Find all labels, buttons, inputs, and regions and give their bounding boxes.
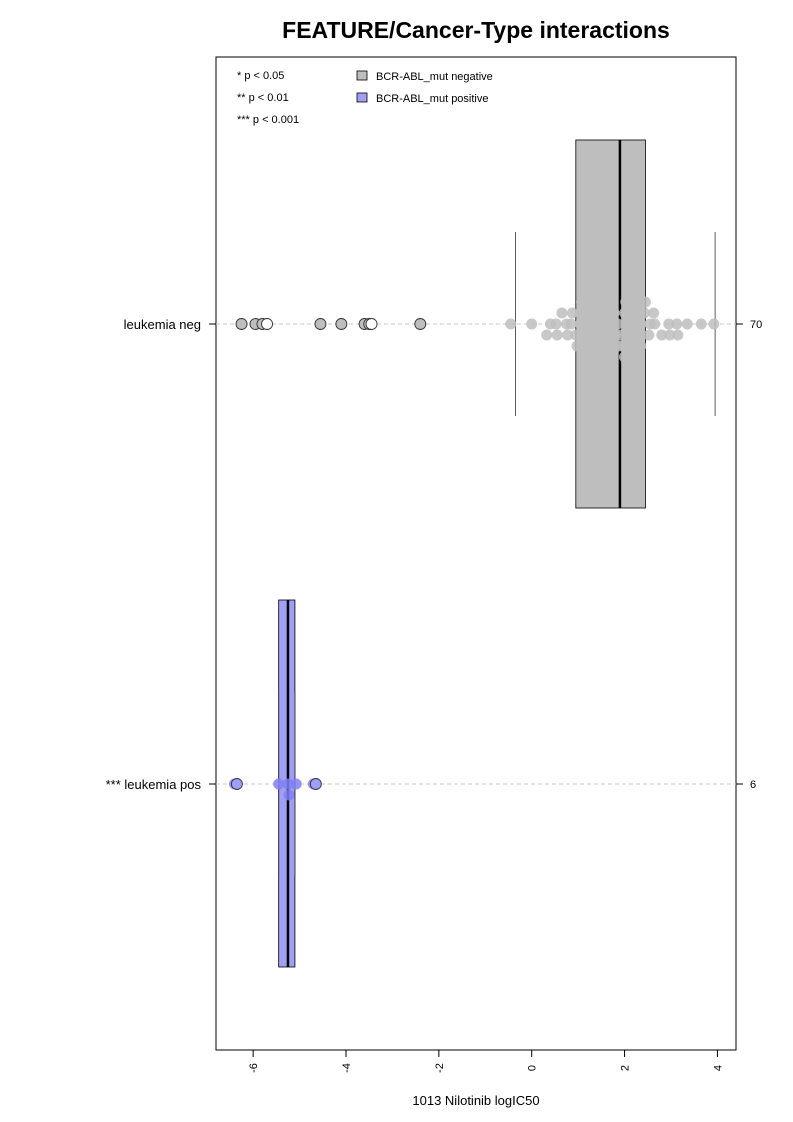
outlier-point — [415, 319, 426, 330]
data-point — [526, 319, 537, 330]
data-point — [551, 319, 562, 330]
data-point — [628, 297, 639, 308]
outlier-point — [262, 319, 273, 330]
x-tick-label: -4 — [341, 1063, 353, 1073]
data-point — [614, 330, 625, 341]
data-point — [571, 341, 582, 352]
data-point — [291, 779, 302, 790]
x-tick-label: -2 — [433, 1063, 446, 1073]
group-n-label: 6 — [750, 779, 757, 791]
data-point — [648, 308, 659, 319]
data-point — [589, 308, 600, 319]
legend-swatch-negative — [357, 71, 367, 80]
data-point — [609, 308, 620, 319]
data-point — [575, 319, 586, 330]
data-point — [635, 341, 646, 352]
data-point — [672, 330, 683, 341]
chart-title: FEATURE/Cancer-Type interactions — [282, 17, 670, 43]
data-point — [597, 330, 608, 341]
data-point — [273, 779, 284, 790]
legend-label-negative: BCR-ABL_mut negative — [376, 71, 493, 83]
data-point — [625, 308, 636, 319]
data-point — [556, 308, 567, 319]
data-point — [612, 319, 623, 330]
legend-label-positive: BCR-ABL_mut positive — [376, 93, 489, 105]
legend-swatch-positive — [357, 93, 367, 102]
x-tick-label: -6 — [248, 1063, 261, 1073]
data-point — [671, 319, 682, 330]
data-point — [624, 319, 635, 330]
data-point — [708, 319, 719, 330]
data-point — [600, 341, 611, 352]
data-point — [643, 330, 654, 341]
data-point — [541, 330, 552, 341]
sig-legend-item: *** p < 0.001 — [237, 114, 300, 126]
data-point — [682, 319, 693, 330]
color-legend — [357, 71, 493, 105]
outlier-point — [315, 319, 326, 330]
group-label: *** leukemia pos — [105, 777, 201, 792]
x-tick-label: 2 — [619, 1064, 632, 1072]
group-n-label: 70 — [750, 319, 763, 331]
data-point — [585, 319, 596, 330]
x-tick-label: 0 — [526, 1064, 539, 1072]
sig-legend-item: ** p < 0.01 — [237, 92, 289, 104]
data-point — [649, 319, 660, 330]
data-point — [576, 297, 587, 308]
data-point — [631, 352, 642, 363]
outlier-point — [236, 319, 247, 330]
data-point — [619, 352, 630, 363]
outlier-point — [366, 319, 377, 330]
group-label: leukemia neg — [123, 317, 201, 332]
data-point — [696, 319, 707, 330]
x-axis-label: 1013 Nilotinib logIC50 — [412, 1093, 540, 1108]
data-point — [284, 790, 295, 801]
significance-legend — [237, 70, 299, 126]
chart-marks — [106, 140, 763, 1073]
data-point — [580, 330, 591, 341]
data-point — [640, 297, 651, 308]
data-point — [552, 330, 563, 341]
outlier-point — [336, 319, 347, 330]
sig-legend-item: * p < 0.05 — [237, 70, 285, 82]
data-point — [505, 319, 516, 330]
x-tick-label: 4 — [712, 1064, 725, 1072]
outlier-point — [231, 779, 242, 790]
data-point — [618, 341, 629, 352]
outlier-point — [310, 779, 321, 790]
